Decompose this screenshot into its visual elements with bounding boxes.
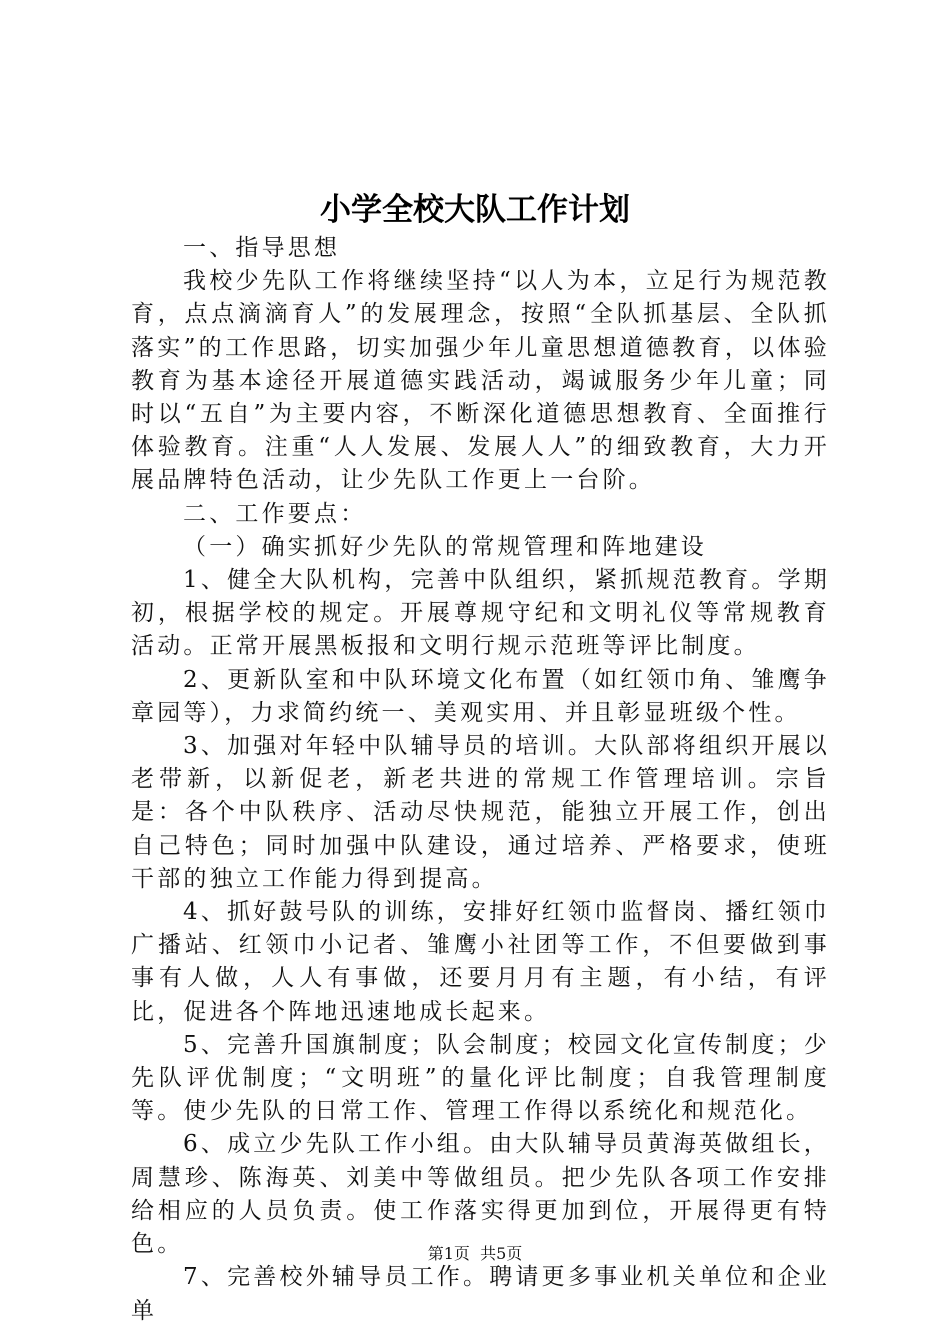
page-footer [0, 1243, 950, 1265]
document-body [131, 232, 830, 1328]
section-heading: 二、工作要点： [183, 500, 367, 527]
body-paragraph: 5、完善升国旗制度；队会制度；校园文化宣传制度；少先队评优制度；“文明班”的量化评比制度；自我管理制度等。使少先队的日常工作、管理工作得以系统化和规范化。 [131, 1031, 830, 1125]
subsection-heading: （一）确实抓好少先队的常规管理和阵地建设 [183, 533, 707, 560]
section-heading: 一、指导思想 [183, 235, 341, 261]
body-paragraph: 1、健全大队机构，完善中队组织，紧抓规范教育。学期初，根据学校的规定。开展尊规守纪和文明礼仪等常规教育活动。正常开展黑板报和文明行规示范班等评比制度。 [131, 567, 830, 660]
body-paragraph: 6、成立少先队工作小组。由大队辅导员黄海英做组长，周慧珍、陈海英、刘美中等做组员。把少先队各项工作安排给相应的人员负责。使工作落实得更加到位，开展得更有特色。 [131, 1131, 830, 1258]
body-paragraph: 3、加强对年轻中队辅导员的培训。大队部将组织开展以老带新，以新促老，新老共进的常规工作管理培训。宗旨是：各个中队秩序、活动尽快规范，能独立开展工作，创出自己特色；同时加强中队建设，通过培养、严格要求，使班干部的独立工作能力得到提高。 [131, 733, 830, 892]
page-number: 第1页 共5页 [427, 1244, 523, 1263]
body-paragraph: 2、更新队室和中队环境文化布置（如红领巾角、雏鹰争章园等），力求简约统一、美观实用、并且彰显班级个性。 [131, 666, 830, 726]
document-title: 小学全校大队工作计划 [320, 192, 630, 228]
body-paragraph: 4、抓好鼓号队的训练，安排好红领巾监督岗、播红领巾广播站、红领巾小记者、雏鹰小社团等工作，不但要做到事事有人做，人人有事做，还要月月有主题，有小结，有评比，促进各个阵地迅速地成长起来。 [131, 899, 830, 1025]
body-paragraph: 7、完善校外辅导员工作。聘请更多事业机关单位和企业单 [131, 1264, 830, 1324]
body-paragraph: 我校少先队工作将继续坚持“以人为本，立足行为规范教育，点点滴滴育人”的发展理念，按照“全队抓基层、全队抓落实”的工作思路，切实加强少年儿童思想道德教育，以体验教育为基本途径开展道德实践活动，竭诚服务少年儿童；同时以“五自”为主要内容，不断深化道德思想教育、全面推行体验教育。注重“人人发展、发展人人”的细致教育，大力开展品牌特色活动，让少先队工作更上一台阶。 [131, 268, 830, 494]
